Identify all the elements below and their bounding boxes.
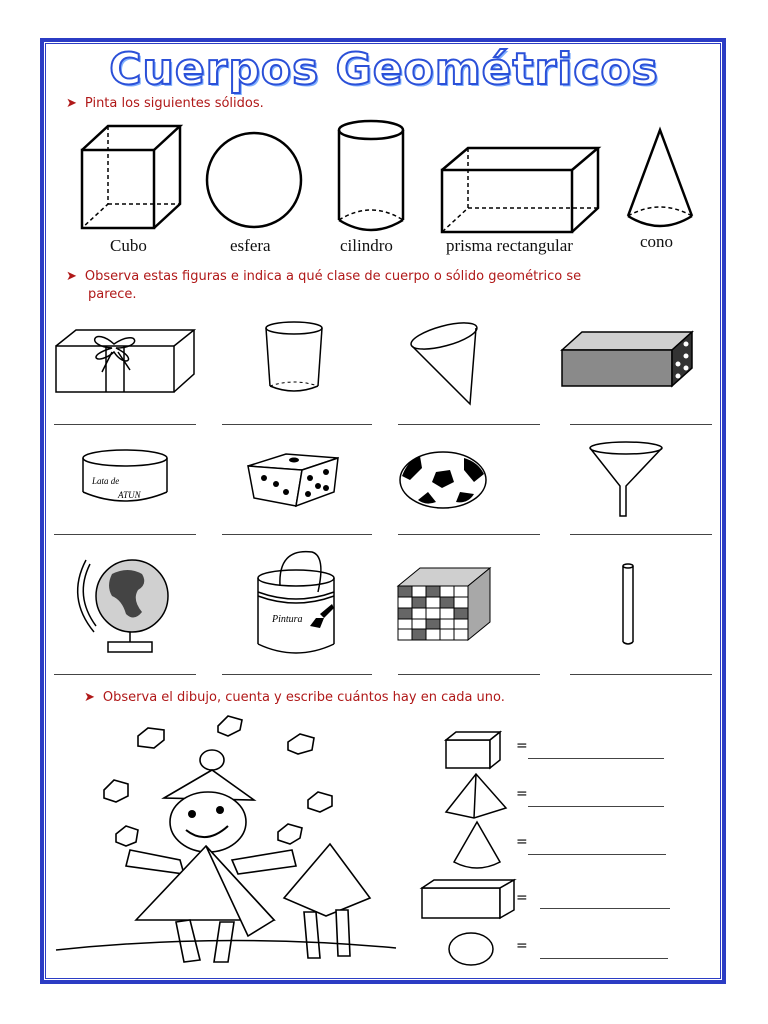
arrow-icon: ➤ bbox=[66, 96, 77, 111]
page-title: Cuerpos Geométricos bbox=[109, 44, 659, 95]
clown-figure-drawing bbox=[56, 710, 396, 970]
instruction-1: ➤ Pinta los siguientes sólidos. bbox=[66, 96, 264, 111]
legend-cone-icon bbox=[450, 820, 504, 872]
legend-equals-1: = bbox=[516, 738, 528, 754]
legend-answer-line-2[interactable] bbox=[528, 806, 664, 807]
legend-equals-5: = bbox=[516, 938, 528, 954]
arrow-icon: ➤ bbox=[84, 690, 95, 705]
legend-equals-4: = bbox=[516, 890, 528, 906]
label-esfera: esfera bbox=[230, 236, 271, 255]
glass-drawing bbox=[262, 320, 326, 396]
arrow-icon: ➤ bbox=[66, 269, 77, 284]
answer-line-12[interactable] bbox=[570, 674, 712, 675]
legend-sphere-icon bbox=[446, 930, 496, 968]
instruction-2: ➤ Observa estas figuras e indica a qué clase de cuerpo o sólido geométrico se parece. bbox=[66, 269, 582, 302]
answer-line-2[interactable] bbox=[222, 424, 372, 425]
cone-drawing bbox=[624, 128, 696, 232]
legend-answer-line-5[interactable] bbox=[540, 958, 668, 959]
label-cono: cono bbox=[640, 232, 674, 251]
answer-line-6[interactable] bbox=[222, 534, 372, 535]
label-prisma-rectangular: prisma rectangular bbox=[446, 236, 573, 255]
label-cubo: Cubo bbox=[110, 236, 147, 255]
stick-drawing bbox=[620, 562, 636, 646]
label-cilindro: cilindro bbox=[340, 236, 393, 255]
legend-pyramid-icon bbox=[444, 772, 508, 820]
soccer-ball-drawing bbox=[398, 450, 488, 510]
answer-line-7[interactable] bbox=[398, 534, 540, 535]
answer-line-9[interactable] bbox=[54, 674, 196, 675]
sphere-drawing bbox=[204, 130, 304, 230]
domino-brick-drawing bbox=[560, 330, 696, 388]
legend-answer-line-3[interactable] bbox=[528, 854, 666, 855]
dice-drawing bbox=[246, 446, 342, 508]
tuna-can-label-top: Lata de bbox=[92, 476, 120, 486]
legend-answer-line-1[interactable] bbox=[528, 758, 664, 759]
ice-cream-cone-drawing bbox=[408, 318, 480, 408]
funnel-drawing bbox=[586, 440, 666, 518]
legend-equals-3: = bbox=[516, 834, 528, 850]
gift-box-drawing bbox=[54, 326, 196, 396]
answer-line-4[interactable] bbox=[570, 424, 712, 425]
legend-equals-2: = bbox=[516, 786, 528, 802]
answer-line-3[interactable] bbox=[398, 424, 540, 425]
answer-line-5[interactable] bbox=[54, 534, 196, 535]
instruction-3: ➤ Observa el dibujo, cuenta y escribe cuántos hay en cada uno. bbox=[84, 690, 505, 705]
paint-bucket-drawing bbox=[250, 548, 344, 660]
answer-line-10[interactable] bbox=[222, 674, 372, 675]
cylinder-drawing bbox=[335, 118, 407, 234]
globe-drawing bbox=[72, 556, 182, 656]
legend-answer-line-4[interactable] bbox=[540, 908, 670, 909]
paint-bucket-label: Pintura bbox=[272, 614, 303, 625]
tuna-can-label-bottom: ATUN bbox=[118, 490, 141, 500]
legend-rectangular-prism-long-icon bbox=[420, 878, 516, 920]
answer-line-8[interactable] bbox=[570, 534, 712, 535]
cube-drawing bbox=[80, 124, 185, 234]
answer-line-1[interactable] bbox=[54, 424, 196, 425]
answer-line-11[interactable] bbox=[398, 674, 540, 675]
rectangular-prism-drawing bbox=[440, 146, 602, 236]
rubik-cube-drawing bbox=[396, 566, 494, 642]
legend-rectangular-prism-icon bbox=[444, 730, 502, 770]
